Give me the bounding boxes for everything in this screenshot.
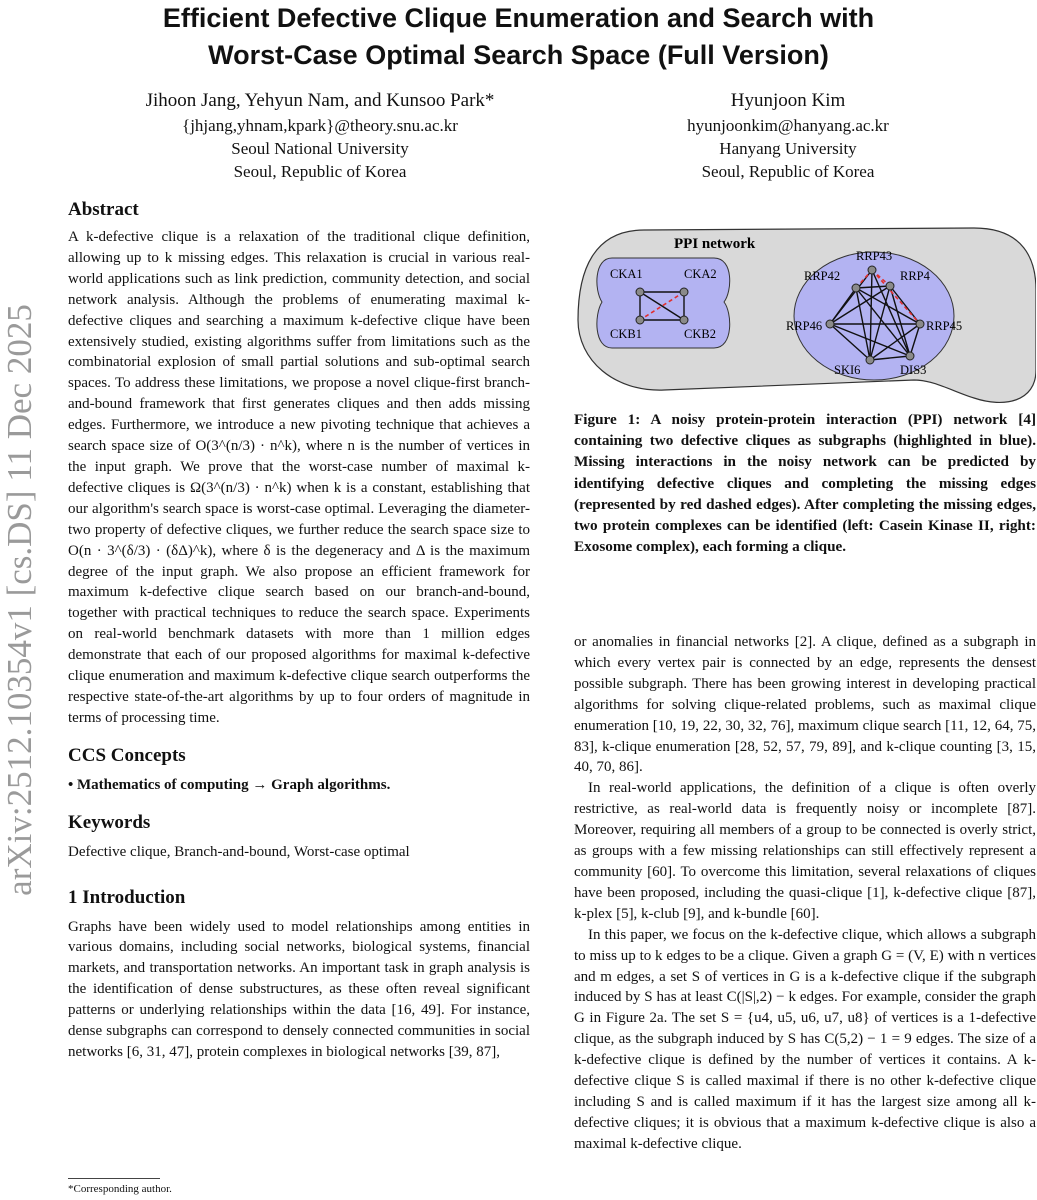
ppi-network-label: PPI network bbox=[674, 236, 756, 252]
keywords-text: Defective clique, Branch-and-bound, Worst-case optimal bbox=[68, 843, 410, 860]
author-block-1 bbox=[70, 88, 570, 183]
keywords-heading: Keywords bbox=[68, 811, 151, 833]
node-label: CKB2 bbox=[684, 327, 716, 341]
node-label: CKA1 bbox=[610, 267, 643, 281]
protein-node bbox=[636, 316, 644, 324]
author-affiliation: Hanyang University bbox=[719, 139, 857, 158]
right-column bbox=[574, 632, 1036, 1155]
intro-heading: 1 Introduction bbox=[68, 886, 186, 908]
protein-node bbox=[636, 288, 644, 296]
node-label: RRP45 bbox=[926, 319, 963, 333]
footnote-rule bbox=[68, 1178, 160, 1179]
figure-caption: Figure 1: A noisy protein-protein interaction (PPI) network [4] containing two defective cliques as subgraphs (highlighted in blue). Missing interactions in the noisy network can be predicted by identifying defective cliques and completing the missing edges (represented by red dashed edges). After completing the missing edges, two protein complexes can be identified (left: Casein Kinase II, right: Exosome complex), each forming a clique. bbox=[574, 411, 1036, 556]
node-label: RRP43 bbox=[856, 249, 893, 263]
ppi-network-figure bbox=[574, 220, 1036, 410]
author-email: {jhjang,yhnam,kpark}@theory.snu.ac.kr bbox=[182, 116, 458, 135]
node-label: DIS3 bbox=[900, 363, 927, 377]
node-label: RRP46 bbox=[786, 319, 823, 333]
title-line-1: Efficient Defective Clique Enumeration and Search with bbox=[162, 3, 875, 33]
intro-paragraph-1-continued: or anomalies in financial networks [2]. A clique, defined as a subgraph in which every vertex pair is connected by an edge, represents the densest possible subgraph. There has been growing interest in developing practical algorithms for solving clique-related problems, such as maximal clique enumeration [10, 19, 22, 30, 32, 76], maximum clique search [11, 12, 64, 75, 83], k-clique enumeration [28, 52, 57, 79, 89], and k-clique counting [3, 15, 40, 70, 86]. bbox=[574, 634, 1036, 776]
author-location: Seoul, Republic of Korea bbox=[701, 162, 875, 181]
protein-node bbox=[866, 356, 874, 364]
node-label: CKB1 bbox=[610, 327, 642, 341]
arxiv-identifier: arXiv:2512.10354v1 [cs.DS] 11 Dec 2025 bbox=[0, 304, 39, 896]
author-email: hyunjoonkim@hanyang.ac.kr bbox=[687, 116, 889, 135]
intro-paragraph-1: Graphs have been widely used to model relationships among entities in various domains, including social networks, biological systems, financial markets, and transportation networks. An important task in graph analysis is the identification of dense substructures, as these often reveal significant patterns or underlying relationships within the data [16, 49]. For instance, dense subgraphs can correspond to densely connected communities in social networks [6, 31, 47], protein complexes in biological networks [39, 87], bbox=[68, 918, 530, 1060]
protein-node bbox=[906, 352, 914, 360]
abstract-text: A k-defective clique is a relaxation of the traditional clique definition, allowing up to k missing edges. This relaxation is crucial in various real-world applications such as link prediction, community detection, and social network analysis. Although the problems of enumerating maximal k-defective cliques and searching a maximum k-defective clique have been extensively studied, existing algorithms suffer from limitations such as the combinatorial explosion of small partial solutions and sub-optimal search spaces. To address these limitations, we propose a novel clique-first branch-and-bound framework that first generates cliques and then adds missing edges. Furthermore, we introduce a new pivoting technique that achieves a search space size of O(3^(n/3) · n^k), where n is the number of vertices in the input graph. We prove that the worst-case number of maximal k-defective cliques is Ω(3^(n/3) · n^k) when k is a constant, establishing that our algorithm's search space is worst-case optimal. Leveraging the diameter-two property of defective cliques, we further reduce the search space size to O(n · 3^(δ/3) · (δΔ)^k), where δ is the degeneracy and Δ is the maximum degree of the input graph. We also propose an efficient framework for maximum k-defective clique search based on our branch-and-bound, together with practical techniques to reduce the search space. Experiments on real-world benchmark datasets with more than 1 million edges demonstrate that each of our proposed algorithms for maximal k-defective clique enumeration and maximum k-defective clique search outperforms the respective state-of-the-art algorithms by up to four orders of magnitude in terms of processing time. bbox=[68, 229, 530, 726]
node-label: SKI6 bbox=[834, 363, 861, 377]
protein-node bbox=[916, 320, 924, 328]
node-label: RRP4 bbox=[900, 269, 930, 283]
author-location: Seoul, Republic of Korea bbox=[233, 162, 407, 181]
protein-node bbox=[852, 284, 860, 292]
protein-node bbox=[826, 320, 834, 328]
protein-node bbox=[886, 282, 894, 290]
title-line-2: Worst-Case Optimal Search Space (Full Version) bbox=[208, 40, 829, 70]
paper-title bbox=[0, 0, 1037, 74]
author-names: Jihoon Jang, Yehyun Nam, and Kunsoo Park* bbox=[145, 90, 495, 111]
footnote: *Corresponding author. bbox=[68, 1183, 172, 1195]
ccs-heading: CCS Concepts bbox=[68, 744, 186, 766]
protein-node bbox=[868, 266, 876, 274]
author-block-2 bbox=[588, 88, 988, 183]
protein-node bbox=[680, 316, 688, 324]
protein-node bbox=[680, 288, 688, 296]
ccs-text: • Mathematics of computing → Graph algorithms. bbox=[68, 776, 391, 793]
intro-paragraph-2: In real-world applications, the definition of a clique is often overly restrictive, as real-world data is frequently noisy or incomplete [87]. Moreover, requiring all members of a group to be connected is overly strict, as groups with a few missing relationships can still effectively represent a community [60]. To overcome this limitation, several relaxations of cliques have been proposed, including the quasi-clique [1], k-defective clique [87], k-plex [5], k-club [9], and k-bundle [60]. bbox=[574, 780, 1036, 922]
abstract-heading: Abstract bbox=[68, 199, 139, 220]
left-column bbox=[68, 197, 530, 1063]
node-label: RRP42 bbox=[804, 269, 841, 283]
intro-paragraph-3: In this paper, we focus on the k-defective clique, which allows a subgraph to miss up to k edges to be a clique. Given a graph G = (V, E) with n vertices and m edges, a set S of vertices in G is a k-defective clique if the subgraph induced by S has at least C(|S|,2) − k edges. For example, consider the graph G in Figure 2a. The set S = {u4, u5, u6, u7, u8} of vertices is a 1-defective clique, as the subgraph induced by S has C(5,2) − 1 = 9 edges. The size of a k-defective clique is defined by the number of vertices it contains. A k-defective clique S is called maximal if there is no other k-defective clique including S and is called maximum if it has the largest size among all k-defective cliques; it is obvious that a maximum k-defective clique is also a maximal k-defective clique. bbox=[574, 926, 1036, 1152]
author-names: Hyunjoon Kim bbox=[730, 90, 846, 111]
node-label: CKA2 bbox=[684, 267, 717, 281]
author-affiliation: Seoul National University bbox=[231, 139, 409, 158]
